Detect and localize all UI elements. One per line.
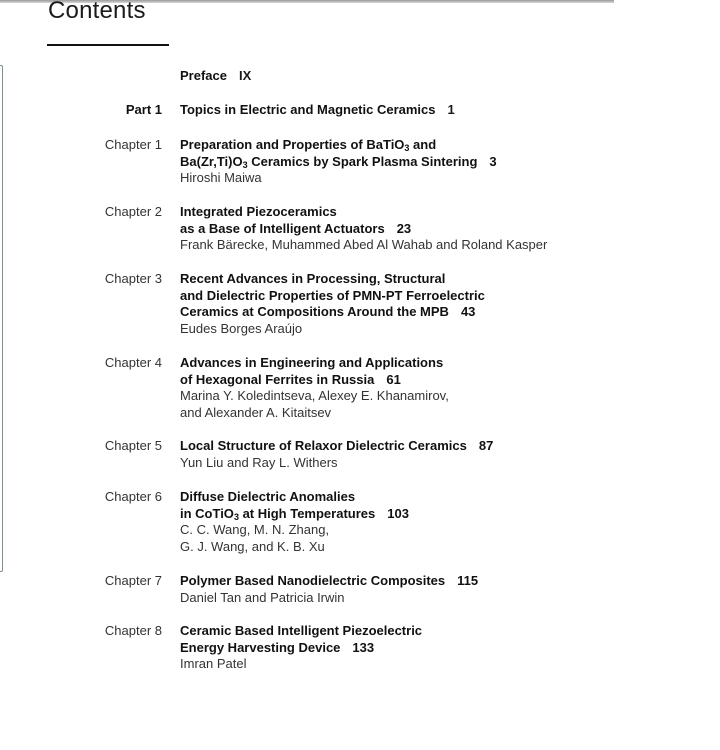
page-number: 1 xyxy=(447,102,455,117)
page-number: 3 xyxy=(489,153,497,169)
part-label: Part 1 xyxy=(125,102,162,117)
chapter-label: Chapter 8 xyxy=(104,623,162,638)
chapter-title-line[interactable]: Diffuse Dielectric Anomalies xyxy=(180,489,356,504)
chapter-authors: Eudes Borges Araújo xyxy=(180,320,303,336)
page-number: 43 xyxy=(460,304,476,320)
chapter-title-line[interactable]: Integrated Piezoceramics xyxy=(180,204,337,219)
chapter-authors: Imran Patel xyxy=(180,656,247,672)
chapter-authors: Daniel Tan and Patricia Irwin xyxy=(180,589,345,605)
chapter-title-line[interactable]: $Ba(Zr,Ti)O_3$ Ceramics by Spark Plasma Sintering 3 xyxy=(180,153,497,170)
chapter-label: Chapter 3 xyxy=(104,271,162,286)
heading-underline xyxy=(47,44,169,46)
chapter-authors: Marina Y. Koledintseva, Alexey E. Khanamirov, xyxy=(180,388,449,404)
chapter-authors: Yun Liu and Ray L. Withers xyxy=(180,454,338,470)
chapter-authors: and Alexander A. Kitaitsev xyxy=(180,404,332,420)
chapter-title-line[interactable]: Preparation and Properties of BaTiO$_3$ and xyxy=(180,137,437,153)
left-margin-bracket xyxy=(0,65,3,572)
chapter-label: Chapter 1 xyxy=(104,137,162,152)
chapter-authors: Hiroshi Maiwa xyxy=(180,170,262,186)
part-title[interactable]: Topics in Electric and Magnetic Ceramics xyxy=(180,102,436,117)
chapter-authors: G. J. Wang, and K. B. Xu xyxy=(180,538,325,554)
chapter-title-line[interactable]: Energy Harvesting Device 133 xyxy=(180,639,375,655)
page-number: 115 xyxy=(457,573,479,588)
page-number: 87 xyxy=(478,438,494,453)
chapter-title-line[interactable]: Ceramics at Compositions Around the MPB 43 xyxy=(180,304,476,320)
preface-title[interactable]: Preface xyxy=(180,68,227,83)
chapter-title-line[interactable]: Local Structure of Relaxor Dielectric Ceramics 87 xyxy=(180,438,494,453)
chapter-label: Chapter 7 xyxy=(104,573,162,588)
chapter-label: Chapter 5 xyxy=(104,438,162,453)
page-number: 133 xyxy=(352,639,375,655)
chapter-title-line[interactable]: Polymer Based Nanodielectric Composites 115 xyxy=(180,573,479,588)
chapter-title-line[interactable]: Recent Advances in Processing, Structural xyxy=(180,271,446,286)
chapter-title-line[interactable]: Ceramic Based Intelligent Piezoelectric xyxy=(180,623,423,638)
chapter-label: Chapter 2 xyxy=(104,204,162,219)
chapter-authors: Frank Bärecke, Muhammed Abed Al Wahab and Roland Kasper xyxy=(180,237,548,253)
page-number: IX xyxy=(238,68,252,83)
chapter-authors: C. C. Wang, M. N. Zhang, xyxy=(180,522,330,538)
chapter-title-line[interactable]: Advances in Engineering and Applications xyxy=(180,355,444,370)
page-number: 103 xyxy=(387,505,409,521)
contents-heading: Contents xyxy=(48,0,146,24)
chapter-title-line[interactable]: in CoTiO$_3$ at High Temperatures 103 xyxy=(180,505,409,522)
chapter-title-line[interactable]: and Dielectric Properties of PMN-PT Ferroelectric xyxy=(180,287,485,303)
chapter-title-line[interactable]: as a Base of Intelligent Actuators 23 xyxy=(180,220,412,236)
page-number: 61 xyxy=(386,371,401,387)
chapter-label: Chapter 4 xyxy=(104,355,162,370)
chapter-title-line[interactable]: of Hexagonal Ferrites in Russia 61 xyxy=(180,371,401,387)
chapter-label: Chapter 6 xyxy=(104,489,162,504)
page-number: 23 xyxy=(396,220,412,236)
